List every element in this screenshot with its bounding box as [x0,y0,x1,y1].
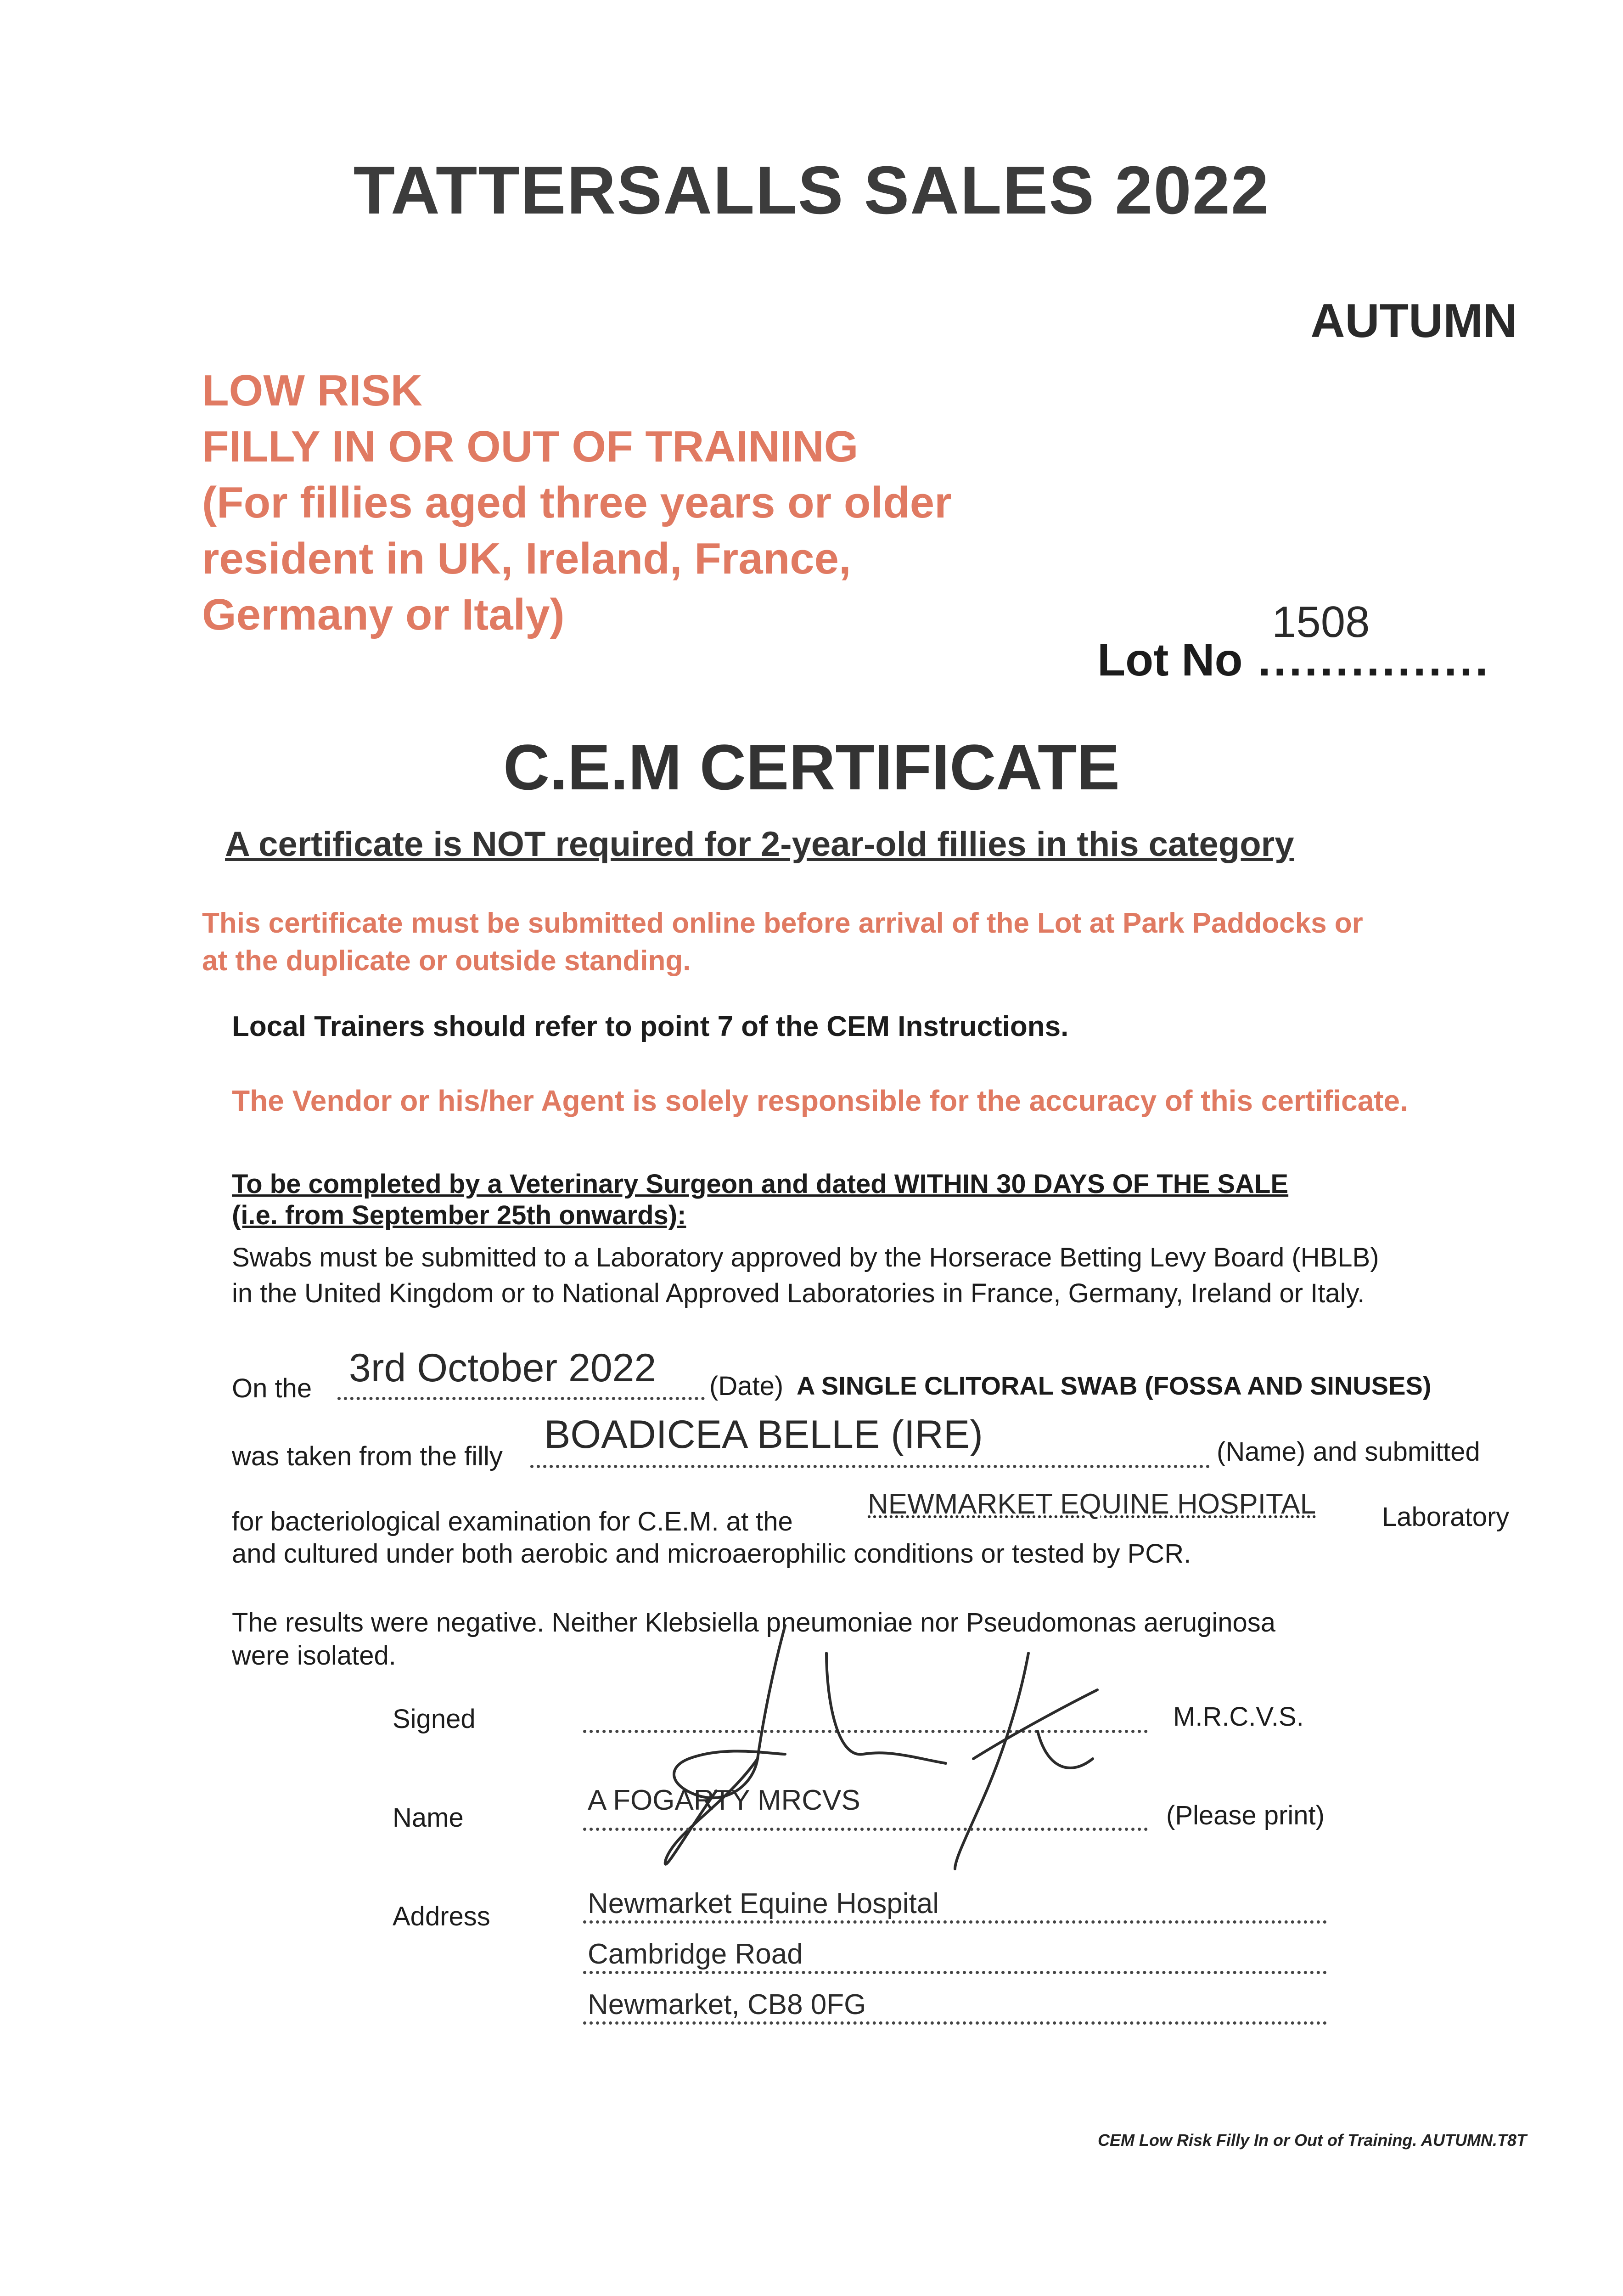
swab-description: A SINGLE CLITORAL SWAB (FOSSA AND SINUSES) [797,1371,1432,1400]
mrcvs-suffix: M.R.C.V.S. [1173,1702,1304,1732]
address-line-3[interactable]: Newmarket, CB8 0FG [588,1989,866,2020]
signature-scribble [634,1621,1162,1878]
vet-section-heading [232,1169,1288,1231]
filly-name-field[interactable]: BOADICEA BELLE (IRE) [544,1412,983,1457]
submission-note [202,905,1363,980]
address-line-1[interactable]: Newmarket Equine Hospital [588,1888,939,1919]
address-line-rule [583,1919,1327,1924]
name-label: Name [393,1803,464,1833]
submission-note-line: at the duplicate or outside standing. [202,945,691,977]
submission-note-line: This certificate must be submitted online before arrival of the Lot at Park Paddocks or [202,907,1363,939]
date-suffix: (Date) [709,1371,784,1401]
form-code-footer: CEM Low Risk Filly In or Out of Training. AUTUMN.T8T [1098,2131,1527,2150]
signed-label: Signed [393,1704,476,1734]
date-field[interactable]: 3rd October 2022 [349,1346,657,1390]
vet-heading-line: (i.e. from September 25th onwards): [232,1200,686,1230]
category-block [202,363,952,643]
certificate-title: C.E.M CERTIFICATE [503,731,1120,803]
date-field-line [337,1396,705,1400]
lot-number-value[interactable]: 1508 [1272,597,1370,647]
vet-heading-line: To be completed by a Veterinary Surgeon and dated WITHIN 30 DAYS OF THE SALE [232,1169,1289,1199]
category-line: FILLY IN OR OUT OF TRAINING [202,422,859,471]
category-line: (For fillies aged three years or older [202,478,952,527]
exam-prefix: for bacteriological examination for C.E.M. at the [232,1507,793,1536]
vendor-note: The Vendor or his/her Agent is solely responsible for the accuracy of this certificate. [232,1084,1408,1117]
address-line-rule [583,1970,1327,1974]
print-name-field[interactable]: A FOGARTY MRCVS [588,1784,860,1816]
swab-line: in the United Kingdom or to National Approved Laboratories in France, Germany, Ireland or Italy. [232,1278,1365,1308]
lot-number-label: Lot No [1097,634,1243,686]
lab-suffix: Laboratory [1382,1502,1510,1532]
cultured-text: and cultured under both aerobic and microaerophilic conditions or tested by PCR. [232,1539,1191,1569]
taken-from-label: was taken from the filly [232,1441,503,1471]
category-line: resident in UK, Ireland, France, [202,534,851,583]
category-line: LOW RISK [202,366,422,415]
name-suffix: (Name) and submitted [1217,1437,1480,1467]
lab-name-field[interactable]: NEWMARKET EQUINE HOSPITAL [868,1488,1316,1520]
please-print-suffix: (Please print) [1166,1801,1325,1830]
on-the-label: On the [232,1373,312,1403]
results-line: were isolated. [232,1641,396,1671]
page-title: TATTERSALLS SALES 2022 [353,152,1270,228]
swab-instructions [232,1240,1379,1311]
address-label: Address [393,1902,490,1931]
certificate-subtitle: A certificate is NOT required for 2-year-old fillies in this category [225,825,1294,864]
season-label: AUTUMN [1310,294,1517,348]
results-line: The results were negative. Neither Klebsiella pneumoniae nor Pseudomonas aeruginosa [232,1608,1276,1638]
address-line-rule [583,2020,1327,2025]
local-trainers-note: Local Trainers should refer to point 7 of the CEM Instructions. [232,1011,1069,1042]
address-line-2[interactable]: Cambridge Road [588,1938,803,1970]
lot-number-dots: ............... [1258,634,1491,686]
filly-name-line [530,1464,1210,1468]
category-line: Germany or Italy) [202,590,565,639]
swab-line: Swabs must be submitted to a Laboratory approved by the Horserace Betting Levy Board (HBLB) [232,1243,1379,1272]
print-name-line [583,1827,1148,1831]
